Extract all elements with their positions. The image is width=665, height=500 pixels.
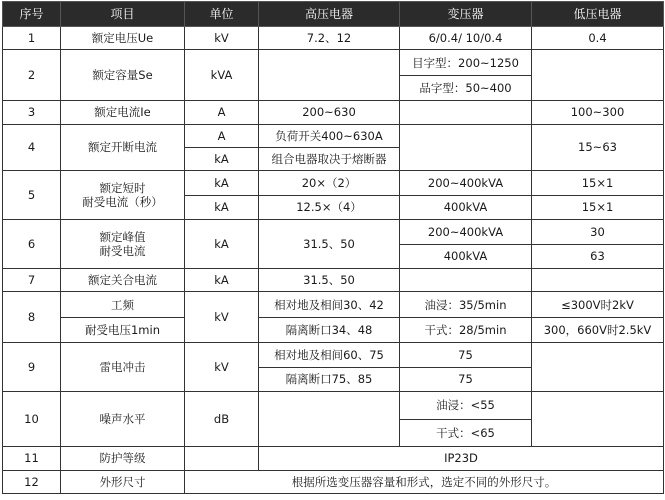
cell-no: 6 (3, 220, 61, 269)
table-row (3, 171, 664, 195)
header-hv: 高压电器 (259, 2, 400, 27)
cell-item: 额定开断电流 (61, 124, 185, 171)
cell-no: 5 (3, 171, 61, 220)
table-row (3, 124, 664, 147)
header-lv: 低压电器 (532, 2, 664, 27)
cell-hv: 12.5×（4） (259, 195, 400, 219)
cell-lv: 100~300 (532, 101, 664, 124)
cell-item: 外形尺寸 (61, 470, 185, 493)
cell-no: 9 (3, 343, 61, 392)
cell-item-line: 额定峰值 (99, 230, 146, 245)
cell-tr: 油浸：35/5min (400, 292, 532, 317)
header-unit: 单位 (185, 2, 259, 27)
cell-hv (259, 392, 400, 447)
cell-lv: 30 (532, 220, 664, 244)
cell-unit (185, 447, 259, 470)
cell-lv (532, 50, 664, 101)
cell-item: 耐受电压1min (61, 317, 185, 342)
header-item: 项目 (61, 2, 185, 27)
cell-unit: kA (185, 147, 259, 170)
cell-unit: A (185, 124, 259, 147)
cell-hv: 7.2、12 (259, 27, 400, 50)
cell-unit: kVA (185, 50, 259, 101)
cell-unit: A (185, 101, 259, 124)
cell-lv: 0.4 (532, 27, 664, 50)
cell-no: 12 (3, 470, 61, 493)
cell-item: 防护等级 (61, 447, 185, 470)
cell-no: 3 (3, 101, 61, 124)
cell-item: 雷电冲击 (61, 343, 185, 392)
cell-hv: 200~630 (259, 101, 400, 124)
cell-lv: 15~63 (532, 124, 664, 171)
cell-hv: 负荷开关400~630A (259, 124, 400, 147)
cell-unit: kA (185, 171, 259, 195)
table-row (3, 470, 664, 493)
cell-item-line: 耐受电流 (99, 244, 146, 259)
cell-value: 根据所选变压器容量和形式，选定不同的外形尺寸。 (185, 470, 664, 493)
table-row (3, 447, 664, 470)
cell-no: 4 (3, 124, 61, 171)
cell-unit: kA (185, 220, 259, 269)
cell-tr: 6/0.4/ 10/0.4 (400, 27, 532, 50)
cell-hv (259, 50, 400, 101)
table-row (3, 27, 664, 50)
cell-tr: 400kVA (400, 244, 532, 268)
cell-value: IP23D (259, 447, 664, 470)
cell-tr (400, 101, 532, 124)
cell-no: 10 (3, 392, 61, 447)
cell-tr: 干式：<65 (400, 419, 532, 447)
cell-unit: kV (185, 27, 259, 50)
cell-tr (400, 124, 532, 171)
cell-tr: 75 (400, 343, 532, 367)
table-row (3, 317, 664, 342)
cell-item: 额定容量Se (61, 50, 185, 101)
cell-item: 额定电压Ue (61, 27, 185, 50)
cell-item-line: 耐受电流（秒） (82, 195, 163, 210)
table-row (3, 292, 664, 317)
cell-lv (532, 392, 664, 447)
cell-tr: 200~400kVA (400, 171, 532, 195)
cell-no: 1 (3, 27, 61, 50)
table-row (3, 101, 664, 124)
cell-no: 8 (3, 292, 61, 343)
table-row (3, 50, 664, 75)
cell-hv: 组合电器取决于熔断器 (259, 147, 400, 170)
cell-item: 噪声水平 (61, 392, 185, 447)
cell-item: 工频 (61, 292, 185, 317)
cell-item (61, 220, 185, 269)
cell-tr: 品字型：50~400 (400, 75, 532, 100)
cell-hv: 20×（2） (259, 171, 400, 195)
cell-item (61, 171, 185, 220)
cell-hv: 相对地及相间60、75 (259, 343, 400, 367)
cell-lv (532, 268, 664, 291)
cell-tr: 75 (400, 367, 532, 391)
cell-hv: 31.5、50 (259, 220, 400, 269)
header-row (3, 2, 664, 27)
cell-lv: ≤300V时2kV (532, 292, 664, 317)
cell-no: 2 (3, 50, 61, 101)
cell-tr: 400kVA (400, 195, 532, 219)
cell-hv: 隔离断口75、85 (259, 367, 400, 391)
cell-item-line: 额定短时 (99, 181, 146, 196)
header-no: 序号 (3, 2, 61, 27)
cell-unit: kA (185, 195, 259, 219)
cell-lv: 15×1 (532, 171, 664, 195)
cell-tr: 干式：28/5min (400, 317, 532, 342)
spec-table (2, 1, 664, 494)
cell-unit: kA (185, 268, 259, 291)
table-row (3, 220, 664, 244)
cell-tr: 200~400kVA (400, 220, 532, 244)
cell-unit: kV (185, 343, 259, 392)
cell-item: 额定电流Ie (61, 101, 185, 124)
cell-unit: kV (185, 292, 259, 343)
cell-tr: 目字型：200~1250 (400, 50, 532, 75)
cell-item: 额定关合电流 (61, 268, 185, 291)
cell-tr: 油浸：<55 (400, 392, 532, 420)
cell-tr (400, 268, 532, 291)
cell-lv (532, 343, 664, 392)
cell-hv: 相对地及相间30、42 (259, 292, 400, 317)
cell-no: 7 (3, 268, 61, 291)
cell-lv: 63 (532, 244, 664, 268)
cell-hv: 31.5、50 (259, 268, 400, 291)
cell-hv: 隔离断口34、48 (259, 317, 400, 342)
header-tr: 变压器 (400, 2, 532, 27)
table-row (3, 343, 664, 367)
cell-no: 11 (3, 447, 61, 470)
table-row (3, 268, 664, 291)
cell-lv: 300，660V时2.5kV (532, 317, 664, 342)
cell-lv: 15×1 (532, 195, 664, 219)
table-row (3, 392, 664, 420)
cell-unit: dB (185, 392, 259, 447)
